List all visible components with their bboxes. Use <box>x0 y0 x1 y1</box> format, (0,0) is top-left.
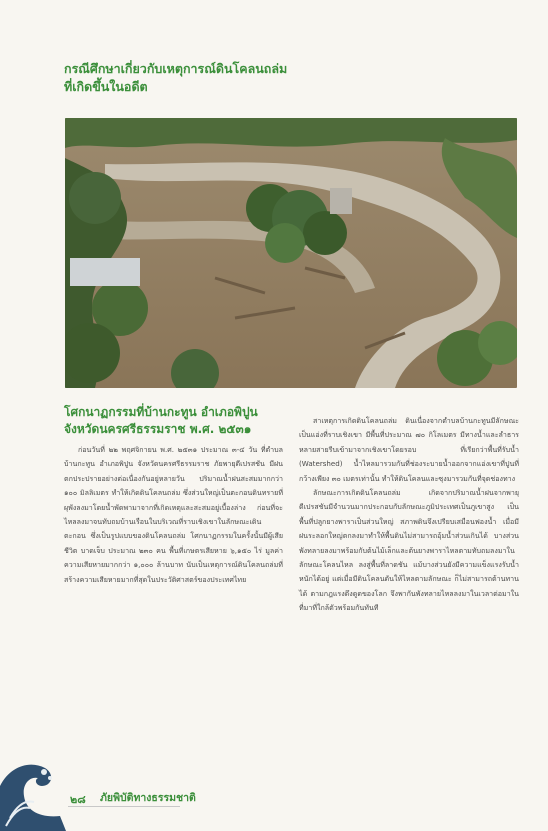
page-header-title <box>64 60 484 96</box>
section-title <box>64 404 314 438</box>
footer-divider <box>68 806 180 807</box>
photo-illustration <box>65 118 517 388</box>
landslide-aerial-photo <box>65 118 517 388</box>
footer-label: ภัยพิบัติทางธรรมชาติ <box>100 792 196 804</box>
wave-logo-icon <box>0 756 70 831</box>
body-paragraph: ก่อนวันที่ ๒๒ พฤศจิกายน พ.ศ. ๒๕๓๑ ประมาณ ๓-๔ วัน ที่ตำบลบ้านกะทูน อำเภอพิปูน จังหวัดนครศรีธรรมราช ภัยพายุดีเปรสชัน มีฝนตกประปรายอย่างต่อเนื่องกันอยู่หลายวัน ปริมาณน้ำฝนสะสมมากกว่า ๑๐๐ มิลลิเมตร ทำให้เกิดดินโคลนถล่ม ซึ่งส่วนใหญ่เป็นตะกอนดินทรายที่ผุพังลงมาโดยน้ำพัดพามาจากที่เกิดเหตุและสะสมอยู่เบื้องล่าง ก่อนที่จะไหลลงมาจนทับถมบ้านเรือนในบริเวณที่ราบเชิงเขาในลักษณะเดินตะกอน ซึ่งเป็นรูปแบบของดินโคลนถล่ม โศกนาฏกรรมในครั้งนั้นมีผู้เสียชีวิต บาดเจ็บ ประมาณ ๒๓๐ คน พื้นที่เกษตรเสียหาย ๖,๑๕๐ ไร่ มูลค่าความเสียหายมากกว่า ๑,๐๐๐ ล้านบาท นับเป็นเหตุการณ์ดินโคลนถล่มที่สร้างความเสียหายมากที่สุดในประวัติศาสตร์ของประเทศไทย <box>64 445 283 584</box>
body-paragraph: ลักษณะการเกิดดินโคลนถล่ม เกิดจากปริมาณน้ำฝนจากพายุดีเปรสชันมีจำนวนมากประกอบกับลักษณะภูมิประเทศเป็นภูเขาสูง เป็นพื้นที่ปลูกยางพาราเป็นส่วนใหญ่ สภาพดินจึงเปรียบเสมือนฟองน้ำ เมื่อมีฝนระลอกใหญ่ตกลงมาทำให้พื้นดินไม่สามารถอุ้มน้ำส่วนเกินได้ บางส่วนพังทลายลงมาพร้อมกับต้นไม้เล็กและต้นยางพาราไหลตามทับถมลงมาในลักษณะโคลนไหล ลงสู่พื้นที่ลาดชัน แม้บางส่วนยังมีความแข็งแรงรับน้ำหนักได้อยู่ แต่เมื่อมีดินโคลนดันให้ไหลตามลักษณะ ก็ไม่สามารถต้านทานได้ ตามกฎแรงดึงดูดของโลก จึงพากันพังทลายไหลลงมาในเวลาต่อมาในที่มาที่ใกล้ตัวพร้อมกันทันที <box>299 488 519 613</box>
section-title-line1: โศกนาฏกรรมที่บ้านกะทูน อำเภอพิปูน <box>64 405 258 419</box>
header-title-line2: ที่เกิดขึ้นในอดีต <box>64 79 148 94</box>
body-column-left <box>64 443 283 587</box>
body-column-right <box>299 414 519 616</box>
body-paragraph: สาเหตุการเกิดดินโคลนถล่ม ดินเนื่องจากตำบลบ้านกะทูนมีลักษณะเป็นแอ่งที่ราบเชิงเขา มีพื้นที่ประมาณ ๗๐ กิโลเมตร มีทางน้ำและลำธารหลายสายรีบเข้ามาจากเชิงเขาโดยรอบ ที่เรียกว่าพื้นที่รับน้ำ (Watershed) น้ำไหลมารวมกันที่ช่องระบายน้ำออกจากแอ่งเขาที่ปูนที่กว้างเพียง ๓๐ เมตรเท่านั้น ทำให้ดินโคลนและซุงมารวมกันที่จุดช่องทาง <box>299 416 519 483</box>
page-number: ๒๘ <box>70 793 86 806</box>
section-title-line2: จังหวัดนครศรีธรรมราช พ.ศ. ๒๕๓๑ <box>64 422 252 436</box>
header-title-line1: กรณีศึกษาเกี่ยวกับเหตุการณ์ดินโคลนถล่ม <box>64 61 288 76</box>
